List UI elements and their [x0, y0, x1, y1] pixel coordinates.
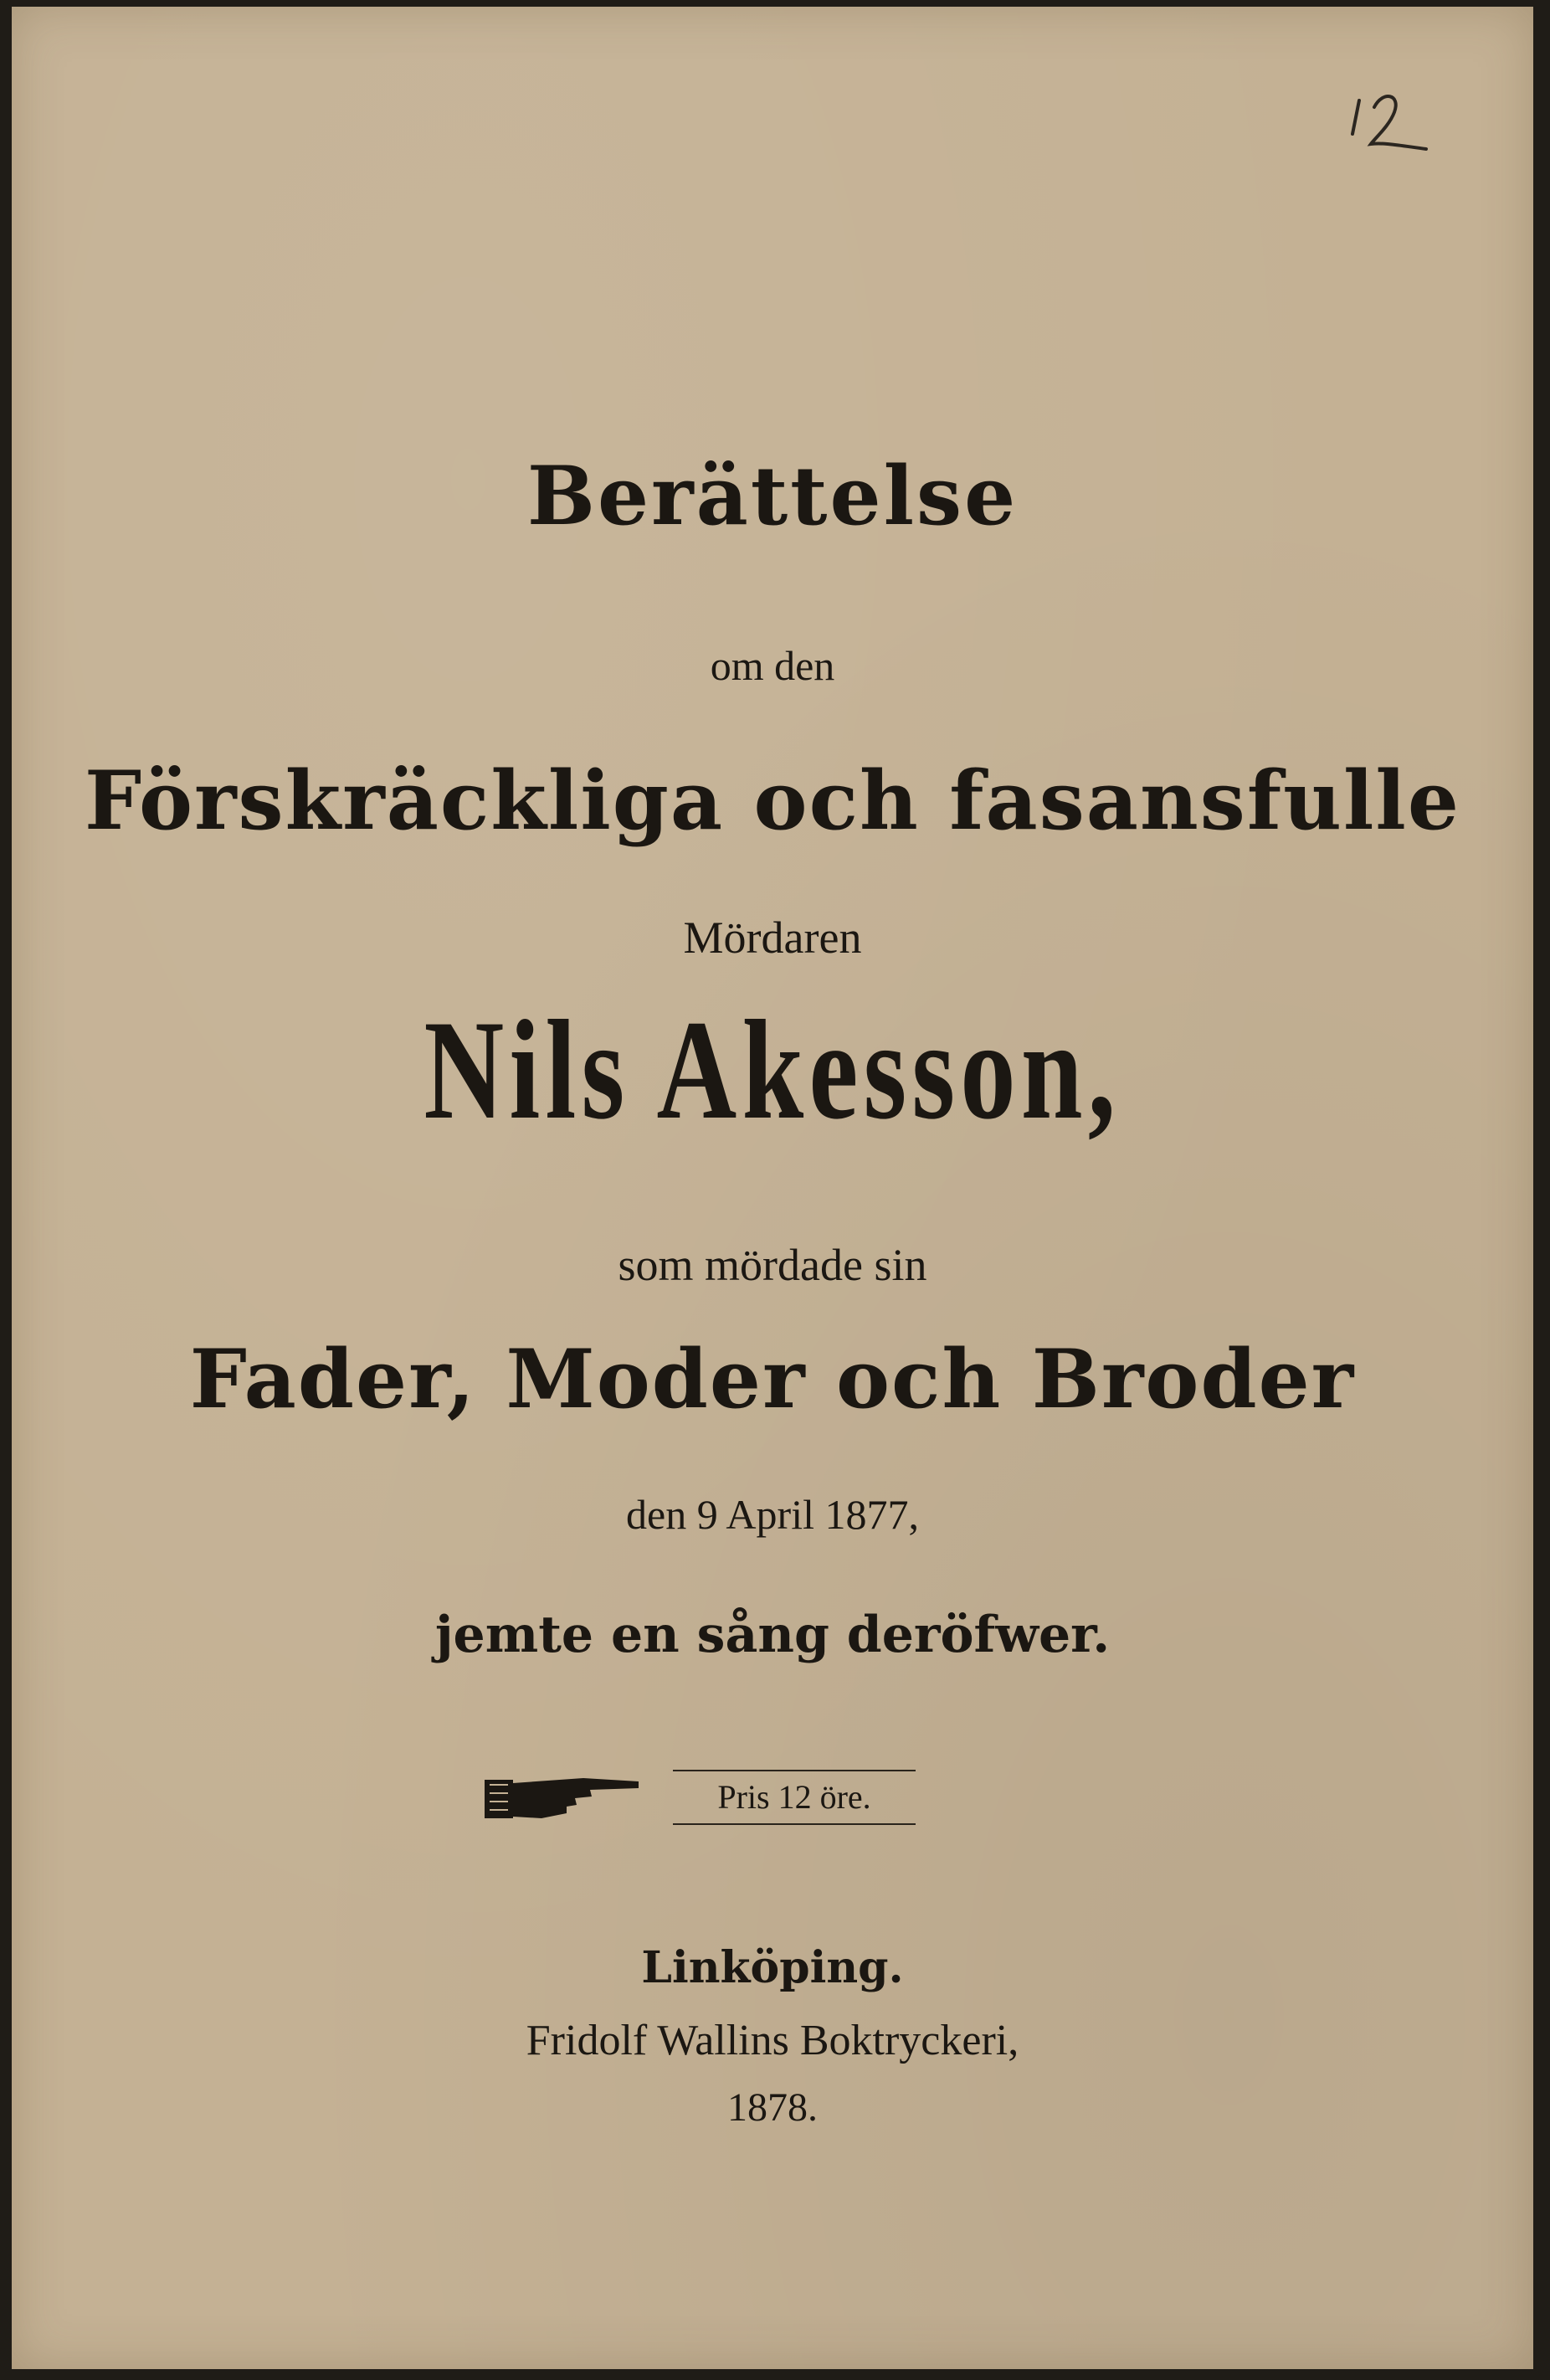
pointing-hand-icon	[483, 1768, 642, 1827]
publication-city: Linköping.	[641, 1942, 904, 1993]
document-title: Berättelse	[526, 449, 1019, 543]
jemte-line: jemte en sång deröfwer.	[434, 1606, 1111, 1664]
printer-name: Fridolf Wallins Boktryckeri,	[526, 2017, 1019, 2064]
adjectives-line: Förskräckliga och fasansfulle	[85, 753, 1460, 848]
mordaren-line: Mördaren	[683, 912, 862, 963]
date-line: den 9 April 1877,	[626, 1491, 919, 1538]
murderer-name: Nils Akesson,	[423, 991, 1121, 1149]
handwritten-page-number	[1342, 84, 1443, 176]
document-page	[12, 7, 1533, 2369]
price-row	[12, 1758, 1533, 1825]
publication-year: 1878.	[727, 2085, 818, 2130]
victims-line: Fader, Moder och Broder	[189, 1332, 1356, 1426]
subtitle-om-den: om den	[710, 642, 835, 689]
price-label: Pris 12 öre.	[673, 1770, 916, 1825]
som-mordade-line: som mördade sin	[618, 1240, 927, 1290]
murderer-name-block	[12, 991, 1533, 1149]
